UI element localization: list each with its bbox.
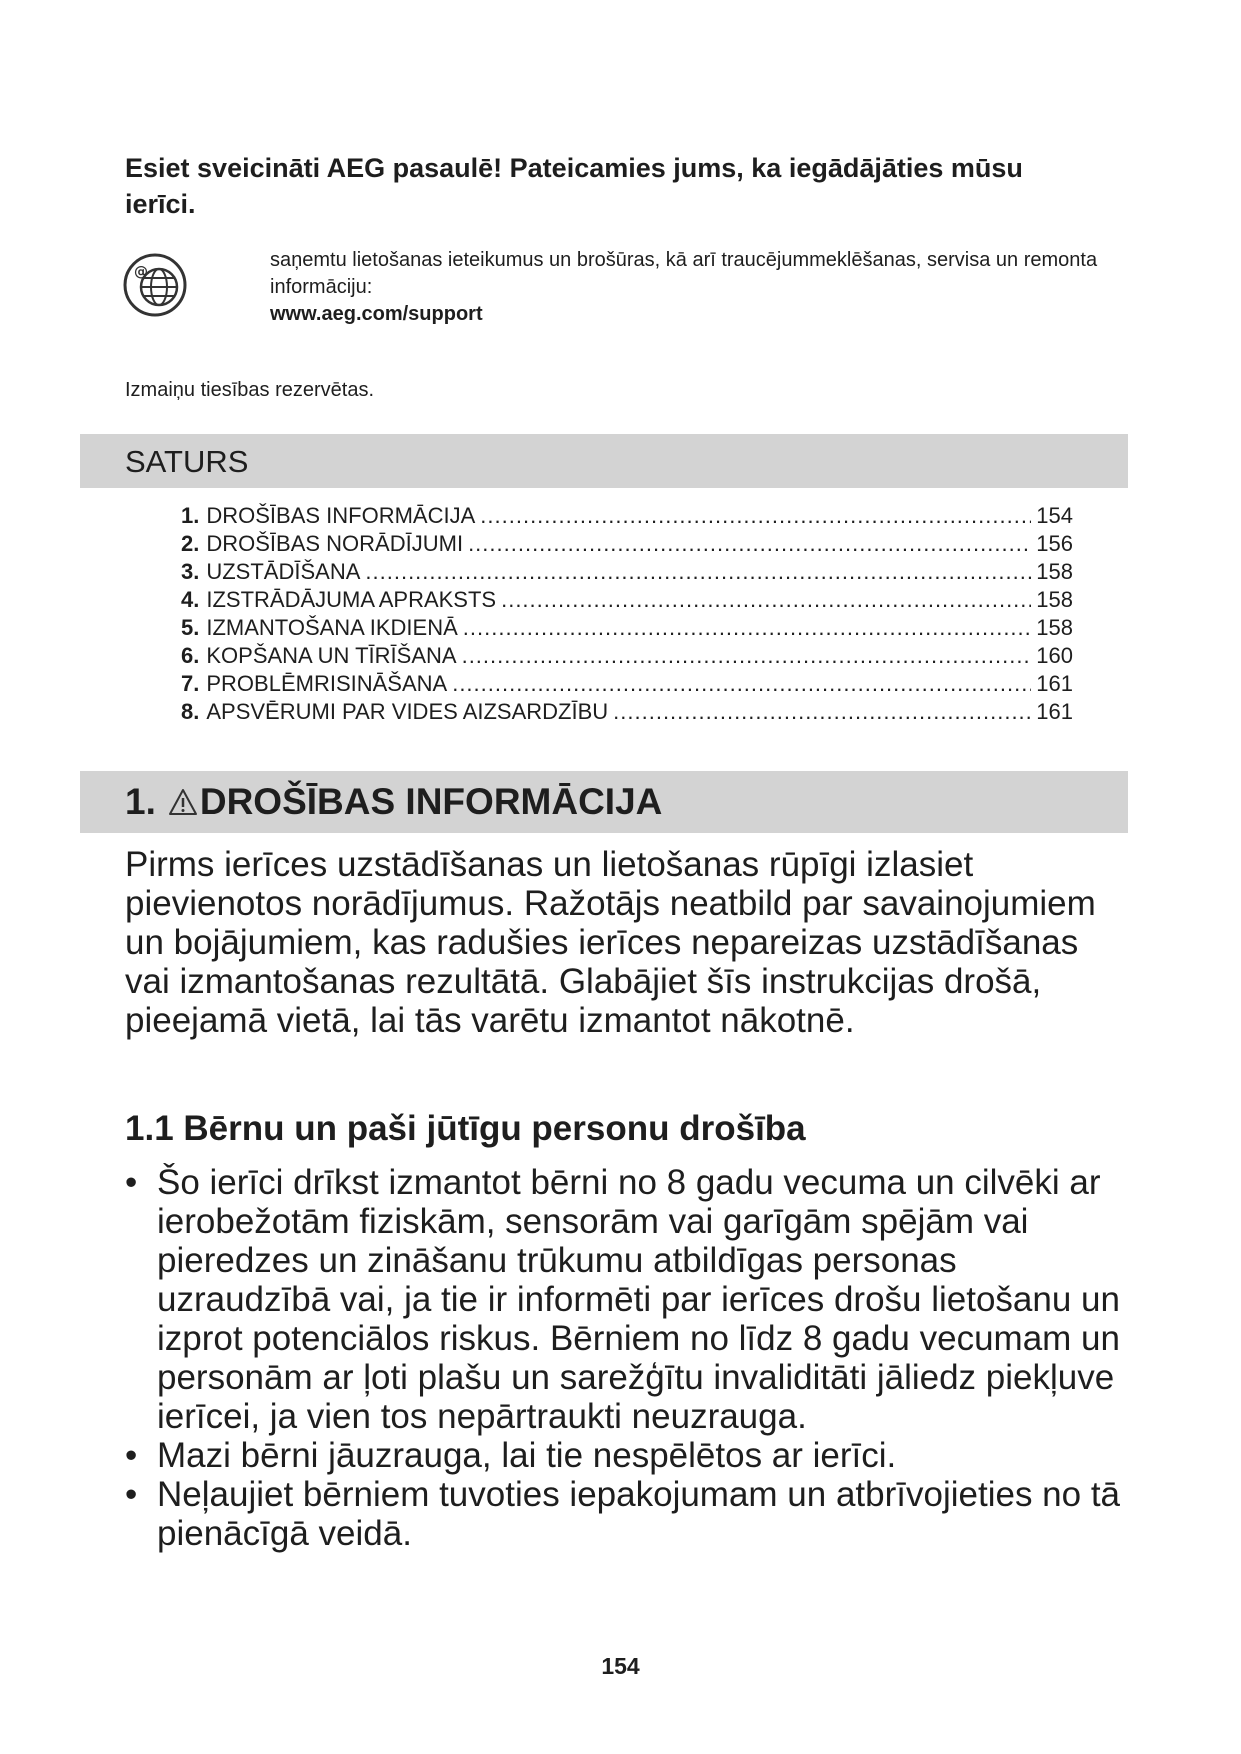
toc-item-title: DROŠĪBAS INFORMĀCIJA: [206, 503, 476, 528]
warning-icon: [168, 788, 198, 816]
toc-item-page: 158: [1036, 615, 1073, 640]
section-title: [125, 780, 662, 824]
toc-item-title: UZSTĀDĪŠANA: [206, 559, 361, 584]
toc-item-page: 158: [1036, 587, 1073, 612]
welcome-heading: Esiet sveicināti AEG pasaulē! Pateicamies jums, ka iegādājāties mūsu ierīci.: [125, 153, 1023, 219]
toc-item-page: 158: [1036, 559, 1073, 584]
toc-item-number: 1.: [181, 503, 200, 528]
toc-item-title: IZMANTOŠANA IKDIENĀ: [206, 615, 458, 640]
toc-item[interactable]: [181, 670, 1073, 698]
support-link[interactable]: www.aeg.com/support: [270, 303, 483, 325]
subsection-title: 1.1 Bērnu un paši jūtīgu personu drošība: [125, 1109, 806, 1148]
toc-item[interactable]: [181, 530, 1073, 558]
section-title-text: DROŠĪBAS INFORMĀCIJA: [199, 781, 663, 822]
toc-leader-dots: [468, 530, 1031, 558]
toc-item-page: 154: [1036, 503, 1073, 528]
toc-item-page: 160: [1036, 643, 1073, 668]
toc-item[interactable]: [181, 558, 1073, 586]
table-of-contents: [181, 502, 1073, 726]
support-info: [270, 247, 1130, 328]
toc-item-number: 5.: [181, 615, 200, 640]
section-intro: Pirms ierīces uzstādīšanas un lietošanas rūpīgi izlasiet pievienotos norādījumus. Ražotājs neatbild par savainojumiem un bojājumiem, kas radušies ierīces nepareizas uzstādīšanas vai izmantošanas rezultātā. Glabājiet šīs instrukcijas drošā, pieejamā vietā, lai tās varētu izmantot nākotnē.: [125, 845, 1096, 1040]
bullet-item: • Neļaujiet bērniem tuvoties iepakojumam un atbrīvojieties no tā pienācīgā veidā.: [125, 1475, 1125, 1553]
toc-item[interactable]: [181, 502, 1073, 530]
page-number: 154: [601, 1653, 640, 1679]
bullet-item: • Mazi bērni jāuzrauga, lai tie nespēlētos ar ierīci.: [125, 1436, 1125, 1475]
toc-leader-dots: [462, 642, 1032, 670]
section-number: 1.: [125, 781, 156, 822]
safety-bullet-list: [125, 1163, 1125, 1553]
toc-item-title: KOPŠANA UN TĪRĪŠANA: [206, 643, 457, 668]
toc-item[interactable]: [181, 586, 1073, 614]
globe-icon: [122, 252, 188, 318]
toc-leader-dots: [501, 586, 1031, 614]
toc-item[interactable]: [181, 642, 1073, 670]
toc-leader-dots: [613, 698, 1031, 726]
svg-text:@: @: [134, 264, 148, 280]
toc-item-title: PROBLĒMRISINĀŠANA: [206, 671, 448, 696]
toc-item-number: 8.: [181, 699, 200, 724]
toc-item-page: 161: [1036, 699, 1073, 724]
toc-item-page: 161: [1036, 671, 1073, 696]
toc-item-number: 6.: [181, 643, 200, 668]
toc-leader-dots: [452, 670, 1031, 698]
toc-item-number: 2.: [181, 531, 200, 556]
toc-title: SATURS: [125, 444, 249, 479]
toc-item[interactable]: [181, 698, 1073, 726]
bullet-item: • Šo ierīci drīkst izmantot bērni no 8 gadu vecuma un cilvēki ar ierobežotām fiziskām, sensorām vai garīgām spējām vai pieredzes un zināšanu trūkumu atbildīgas personas uzraudzībā vai, ja tie ir informēti par ierīces drošu lietošanu un izprot potenciālos riskus. Bērniem no līdz 8 gadu vecumam un personām ar ļoti plašu un sarežģītu invaliditāti jāliedz piekļuve ierīcei, ja vien tos nepārtraukti neuzrauga.: [125, 1163, 1125, 1436]
toc-item-number: 4.: [181, 587, 200, 612]
toc-item-title: APSVĒRUMI PAR VIDES AIZSARDZĪBU: [206, 699, 609, 724]
toc-leader-dots: [365, 558, 1031, 586]
toc-item-number: 7.: [181, 671, 200, 696]
toc-item-page: 156: [1036, 531, 1073, 556]
toc-item-title: DROŠĪBAS NORĀDĪJUMI: [206, 531, 464, 556]
toc-item[interactable]: [181, 614, 1073, 642]
toc-leader-dots: [480, 502, 1031, 530]
rights-reserved-note: Izmaiņu tiesības rezervētas.: [125, 379, 374, 401]
support-text: saņemtu lietošanas ieteikumus un brošūras, kā arī traucējummeklēšanas, servisa un remonta informāciju:: [270, 249, 1098, 298]
toc-item-title: IZSTRĀDĀJUMA APRAKSTS: [206, 587, 497, 612]
toc-item-number: 3.: [181, 559, 200, 584]
toc-leader-dots: [463, 614, 1032, 642]
